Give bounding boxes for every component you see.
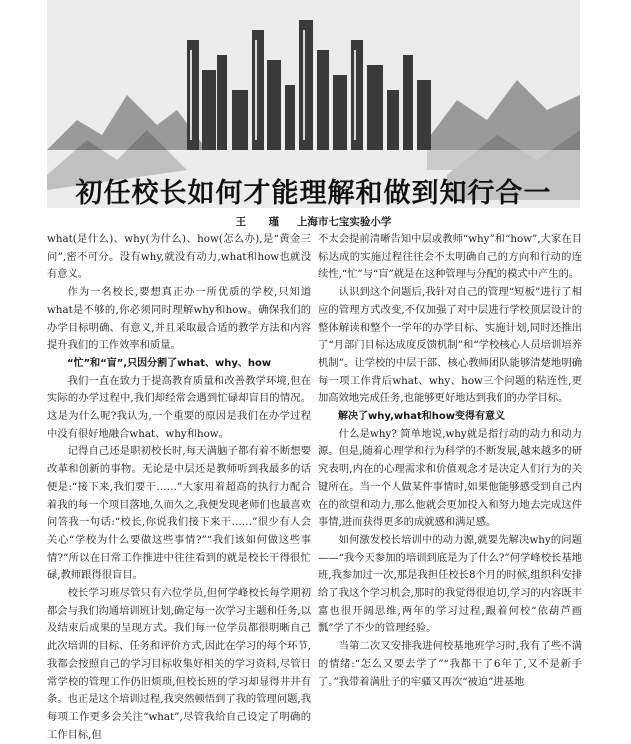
paragraph: 认识到这个问题后,我针对自己的管理“短板”进行了相应的管理方式改变,不仅加强了对中层进行学校顶层设计的整体解读和整个一学年的办学目标、实施计划,同时还推出了“月部门目标达成度反馈机制”和“学校核心人员培训培养机制”。让学校的中层干部、核心教师团队能够清楚地明确每一项工作背后what、why、how三个问题的粘连性,更加高效地完成任务,也能够更好地达到我们的办学目标。: [318, 286, 582, 405]
author-affiliation: 上海市七宝实验小学: [296, 216, 392, 228]
paragraph: 记得自己还是职初校长时,每天满脑子都有着不断想要改革和创新的事物。无论是中层还是教师听到我最多的话便是:“接下来,我们要干……”大家用着超高的执行力配合着我的每一个项目落地,久而久之,我便发现老师们也最喜欢问答我一句话:“校长,你说我们接下来干……”很少有人会关心“学校为什么要做这些事情?”“我们该如何做这些事情?”所以在日常工作推进中往往看到的就是校长干得很忙碌,教师跟得很盲目。: [47, 445, 311, 582]
paragraph: 当第二次又安排我进何校基地班学习时,我有了些不满的情绪:“怎么又要去学了”“我都干了6年了,又不是新手了。”我带着满肚子的牢骚又再次“被迫”进基地: [318, 640, 582, 688]
section-heading: 解决了why,what和how变得有意义: [338, 411, 506, 423]
paragraph: 不太会提前清晰告知中层或教师“why”和“how”,大家在目标达成的实施过程往往会不太明确自己的方向和行动的连续性,“忙”与“盲”就是在这种管理与分配的模式中产生的。: [318, 233, 582, 281]
author-name: 王 瑾: [235, 216, 286, 228]
paragraph: 什么是why? 简单地说,why就是指行动的动力和动力源。但是,随着心理学和行为科学的不断发展,越来越多的研究表明,内在的心理需求和价值观念才是决定人们行为的关键所在。当一个人做某件事情时,如果他能够感受到自己内在的欲望和动力,那么他就会更加投入和努力地去完成这件事情,进而获得更多的成就感和满足感。: [318, 427, 582, 529]
paragraph: what(是什么)、why(为什么)、how(怎么办),是“黄金三问”,密不可分。没有why,就没有动力,what和how也就没有意义。: [47, 233, 311, 281]
section-heading: “忙”和“盲”,只因分割了what、why、how: [67, 357, 272, 369]
paragraph: 如何激发校长培训中的动力源,就要先解决why的问题——“我今天参加的培训到底是为了什么?”何学峰校长基地班,我参加过一次,那是我担任校长8个月的时候,组织科安排给了我这个学习机会,那时的我觉得很迫切,学习的内容既丰富也很开阔思维,两年的学习过程,跟着何校“依葫芦画瓢”学了不少的管理经验。: [318, 533, 582, 635]
paragraph: 校长学习班尽管只有六位学员,但何学峰校长每学期初都会与我们沟通培训班计划,确定每一次学习主题和任务,以及结束后成果的呈现方式。我们每一位学员都很明晰自己此次培训的目标、任务和评价方式,因此在学习的每个环节,我都会按照自己的学习目标收集好相关的学习资料,尽管日常学校的管理工作仍旧烦琐,但校长班的学习却显得井井有条。也正是这个培训过程,我突然顿悟到了我的管理问题,我每项工作更多会关注“what”,尽管我给自己设定了明确的工作目标,但: [47, 587, 311, 741]
byline: [47, 214, 580, 230]
right-column: [318, 231, 582, 691]
paragraph: 我们一直在致力于提高教育质量和改善教学环境,但在实际的办学过程中,我们却经常会遇到忙碌却盲目的情况。这是为什么呢?我认为,一个重要的原因是我们在办学过程中没有很好地融合what、why和how。: [47, 374, 311, 440]
article-title: 初任校长如何才能理解和做到知行合一: [75, 178, 552, 209]
left-column: [47, 231, 311, 744]
paragraph: 作为一名校长,要想真正办一所优质的学校,只知道what是不够的,你必须同时理解why和how。确保我们的办学目标明确、有意义,并且采取最合适的教学方法和内容提升我们的工作效率和质量。: [47, 286, 311, 352]
